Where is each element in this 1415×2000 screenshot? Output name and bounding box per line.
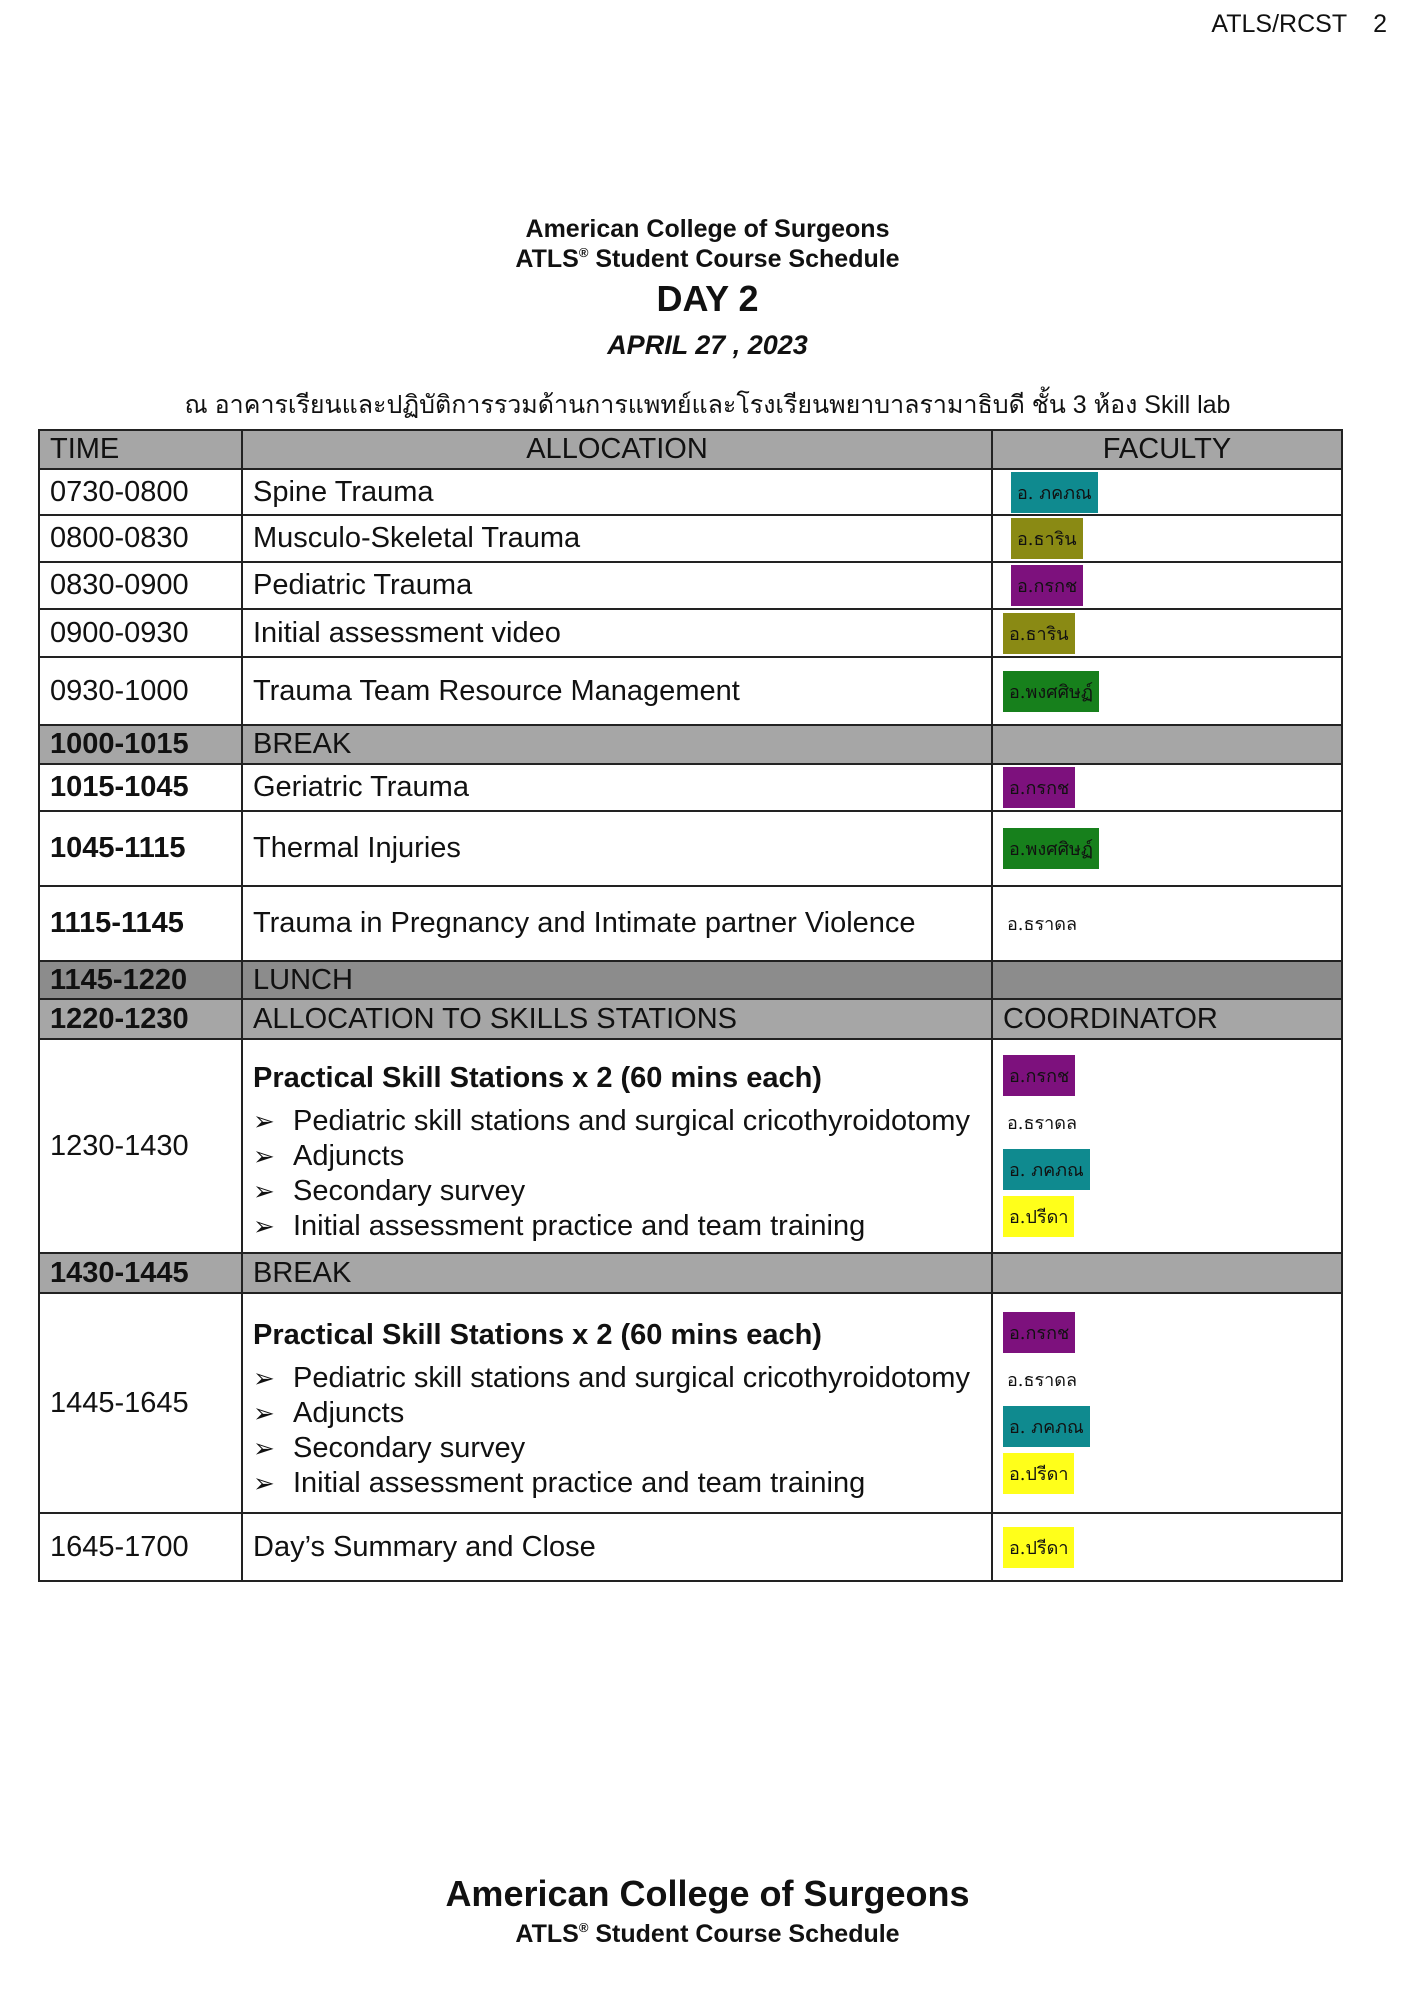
faculty-tag: อ.ปรีดา [1003, 1453, 1074, 1494]
arrow-bullet-icon: ➢ [253, 1140, 275, 1171]
row-faculty [992, 886, 1342, 961]
faculty-tag: อ.พงศศิษฏ์ [1003, 828, 1099, 869]
faculty-tag: อ. ภคภณ [1011, 472, 1098, 513]
header-org: American College of Surgeons [525, 215, 890, 243]
row-faculty [992, 961, 1342, 999]
arrow-bullet-icon: ➢ [253, 1432, 275, 1463]
list-item [253, 1175, 981, 1208]
schedule-table [38, 429, 1343, 1582]
skills-row [39, 1293, 1342, 1513]
col-allocation-header: ALLOCATION [242, 430, 992, 469]
registered-mark: ® [578, 245, 589, 260]
list-item [253, 1362, 981, 1395]
skills-allocation [242, 1293, 992, 1513]
venue-line: ณ อาคารเรียนและปฏิบัติการรวมด้านการแพทย์และโรงเรียนพยาบาลรามาธิบดี ชั้น 3 ห้อง Skill lab [184, 391, 1231, 419]
skills-allocation [242, 1039, 992, 1253]
row-faculty [992, 811, 1342, 886]
list-item [253, 1467, 981, 1500]
row-time: 1220-1230 [39, 999, 242, 1039]
row-faculty [992, 1513, 1342, 1581]
faculty-tag: อ.ธราดล [1007, 914, 1078, 935]
row-time: 1045-1115 [39, 811, 242, 886]
table-row [39, 1513, 1342, 1581]
row-time: 1015-1045 [39, 764, 242, 811]
col-faculty-header: FACULTY [992, 430, 1342, 469]
page-corner [1185, 10, 1387, 39]
list-item-text: Initial assessment practice and team training [293, 1209, 866, 1242]
sched-suffix: Student Course Schedule [588, 245, 900, 273]
faculty-tag: อ.ธราดล [1007, 1113, 1078, 1134]
row-allocation: BREAK [242, 1253, 992, 1293]
skills-title: Practical Skill Stations x 2 (60 mins each) [253, 1061, 822, 1094]
row-faculty [992, 1253, 1342, 1293]
lunch-row [39, 961, 1342, 999]
row-allocation: Trauma Team Resource Management [242, 657, 992, 725]
list-item [253, 1432, 981, 1465]
row-time: 0900-0930 [39, 609, 242, 657]
row-time: 1445-1645 [39, 1293, 242, 1513]
row-time: 1115-1145 [39, 886, 242, 961]
list-item-text: Initial assessment practice and team training [293, 1466, 866, 1499]
arrow-bullet-icon: ➢ [253, 1175, 275, 1206]
skills-title: Practical Skill Stations x 2 (60 mins each) [253, 1318, 822, 1351]
list-item-text: Adjuncts [293, 1396, 405, 1429]
table-row [39, 764, 1342, 811]
row-time: 1430-1445 [39, 1253, 242, 1293]
footer-org: American College of Surgeons [445, 1873, 970, 1914]
row-allocation: Day’s Summary and Close [242, 1513, 992, 1581]
row-time: 1645-1700 [39, 1513, 242, 1581]
arrow-bullet-icon: ➢ [253, 1210, 275, 1241]
page-number: 2 [1373, 10, 1387, 38]
row-allocation: BREAK [242, 725, 992, 764]
list-item-text: Pediatric skill stations and surgical cricothyroidotomy [293, 1361, 970, 1394]
list-item [253, 1210, 981, 1243]
table-row [39, 515, 1342, 562]
day-title: DAY 2 [656, 278, 759, 319]
coordinator-header: COORDINATOR [992, 999, 1342, 1039]
list-item-text: Secondary survey [293, 1174, 526, 1207]
faculty-tag: อ. ภคภณ [1003, 1406, 1090, 1447]
faculty-tag: อ.ปรีดา [1003, 1527, 1074, 1568]
allocation-row [39, 999, 1342, 1039]
faculty-tag: อ.ปรีดา [1003, 1196, 1074, 1237]
row-time: 0800-0830 [39, 515, 242, 562]
faculty-tag: อ. ภคภณ [1003, 1149, 1090, 1190]
row-faculty [992, 609, 1342, 657]
list-item-text: Secondary survey [293, 1431, 526, 1464]
list-item [253, 1397, 981, 1430]
row-allocation: Initial assessment video [242, 609, 992, 657]
row-time: 0730-0800 [39, 469, 242, 515]
row-allocation: Thermal Injuries [242, 811, 992, 886]
table-row [39, 657, 1342, 725]
row-allocation: Pediatric Trauma [242, 562, 992, 609]
row-time: 1000-1015 [39, 725, 242, 764]
faculty-tag: อ.ธาริน [1011, 518, 1083, 559]
row-allocation: LUNCH [242, 961, 992, 999]
table-header-row [39, 430, 1342, 469]
faculty-tag: อ.พงศศิษฏ์ [1003, 671, 1099, 712]
row-allocation: ALLOCATION TO SKILLS STATIONS [242, 999, 992, 1039]
break-row [39, 725, 1342, 764]
faculty-tag: อ.กรกช [1003, 1312, 1075, 1353]
table-row [39, 811, 1342, 886]
row-time: 1230-1430 [39, 1039, 242, 1253]
row-faculty [992, 657, 1342, 725]
row-time: 0930-1000 [39, 657, 242, 725]
table-row [39, 562, 1342, 609]
faculty-tag: อ.ธาริน [1003, 613, 1075, 654]
faculty-tag: อ.ธราดล [1007, 1370, 1078, 1391]
skills-faculty [992, 1293, 1342, 1513]
row-faculty [992, 515, 1342, 562]
skills-faculty [992, 1039, 1342, 1253]
date-line: APRIL 27 , 2023 [607, 330, 808, 360]
row-faculty [992, 469, 1342, 515]
row-time: 0830-0900 [39, 562, 242, 609]
row-allocation: Spine Trauma [242, 469, 992, 515]
list-item [253, 1105, 981, 1138]
header-schedule-title [0, 245, 1415, 274]
faculty-tag: อ.กรกช [1011, 565, 1083, 606]
list-item [253, 1140, 981, 1173]
skills-row [39, 1039, 1342, 1253]
arrow-bullet-icon: ➢ [253, 1362, 275, 1393]
arrow-bullet-icon: ➢ [253, 1467, 275, 1498]
footer-schedule-title [0, 1920, 1415, 1949]
row-allocation: Trauma in Pregnancy and Intimate partner Violence [242, 886, 992, 961]
row-allocation: Musculo-Skeletal Trauma [242, 515, 992, 562]
doc-code: ATLS/RCST [1211, 10, 1348, 38]
row-faculty [992, 725, 1342, 764]
row-allocation: Geriatric Trauma [242, 764, 992, 811]
sched-prefix: ATLS [515, 245, 579, 273]
row-faculty [992, 764, 1342, 811]
faculty-tag: อ.กรกช [1003, 1055, 1075, 1096]
list-item-text: Adjuncts [293, 1139, 405, 1172]
arrow-bullet-icon: ➢ [253, 1105, 275, 1136]
sched-suffix: Student Course Schedule [588, 1920, 900, 1948]
row-faculty [992, 562, 1342, 609]
row-time: 1145-1220 [39, 961, 242, 999]
registered-mark: ® [578, 1920, 589, 1935]
sched-prefix: ATLS [515, 1920, 579, 1948]
table-row [39, 609, 1342, 657]
arrow-bullet-icon: ➢ [253, 1397, 275, 1428]
faculty-tag: อ.กรกช [1003, 767, 1075, 808]
table-row [39, 469, 1342, 515]
col-time-header: TIME [39, 430, 242, 469]
break-row [39, 1253, 1342, 1293]
table-row [39, 886, 1342, 961]
list-item-text: Pediatric skill stations and surgical cricothyroidotomy [293, 1104, 970, 1137]
